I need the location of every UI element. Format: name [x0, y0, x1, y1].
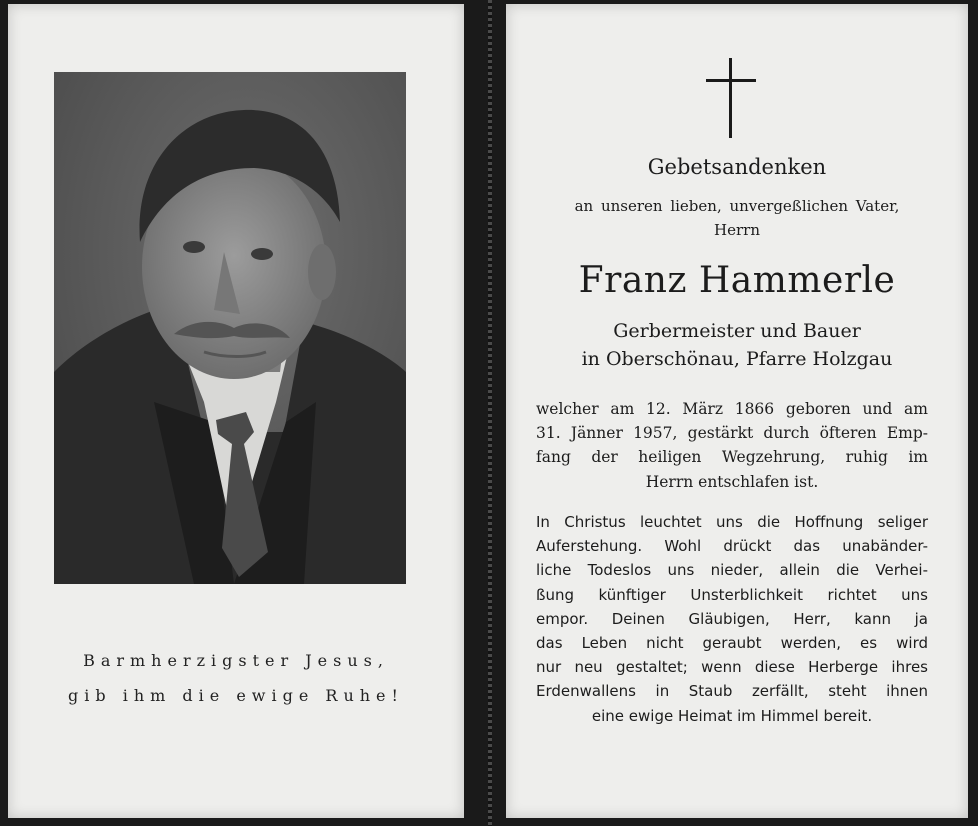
- deceased-place: in Oberschönau, Pfarre Holzgau: [581, 348, 893, 370]
- card-heading: Gebetsandenken: [647, 155, 827, 179]
- card-right-panel: [506, 4, 968, 818]
- biography-line: 31. Jänner 1957, gestärkt durch öfteren Emp-: [536, 424, 928, 443]
- prayer-line: Auferstehung. Wohl drückt das unabänder-: [536, 537, 928, 556]
- prayer-line: Erdenwallens in Staub zerfällt, steht ihnen: [536, 682, 928, 701]
- card-fold-line: [488, 0, 492, 826]
- prayer-line: eine ewige Heimat im Himmel bereit.: [591, 706, 873, 725]
- prayer-line: das Leben nicht geraubt werden, es wird: [536, 634, 928, 653]
- prayer-line: empor. Deinen Gläubigen, Herr, kann ja: [536, 609, 928, 628]
- card-left-panel: [8, 4, 464, 818]
- cross-icon: [706, 58, 756, 140]
- prayer-caption-line-1: Barmherzigster Jesus,: [83, 651, 389, 670]
- prayer-paragraph: [536, 510, 928, 728]
- prayer-line: ßung künftiger Unsterblichkeit richtet uns: [536, 585, 928, 604]
- biography-paragraph: [536, 397, 928, 494]
- biography-line: welcher am 12. März 1866 geboren und am: [536, 400, 928, 418]
- prayer-line: In Christus leuchtet uns die Hoffnung seliger: [536, 513, 928, 531]
- deceased-occupation: Gerbermeister und Bauer: [613, 320, 861, 342]
- prayer-line: liche Todeslos uns nieder, allein die Verhei-: [536, 561, 928, 580]
- portrait-photo: [54, 72, 406, 584]
- deceased-name: Franz Hammerle: [578, 260, 896, 301]
- dedication-title: Herrn: [714, 221, 760, 239]
- biography-line: Herrn entschlafen ist.: [645, 472, 819, 491]
- dedication-line: an unseren lieben, unvergeßlichen Vater,: [574, 197, 900, 215]
- prayer-line: nur neu gestaltet; wenn diese Herberge ihres: [536, 658, 928, 677]
- prayer-caption-line-2: gib ihm die ewige Ruhe!: [68, 686, 404, 705]
- biography-line: fang der heiligen Wegzehrung, ruhig im: [536, 448, 928, 467]
